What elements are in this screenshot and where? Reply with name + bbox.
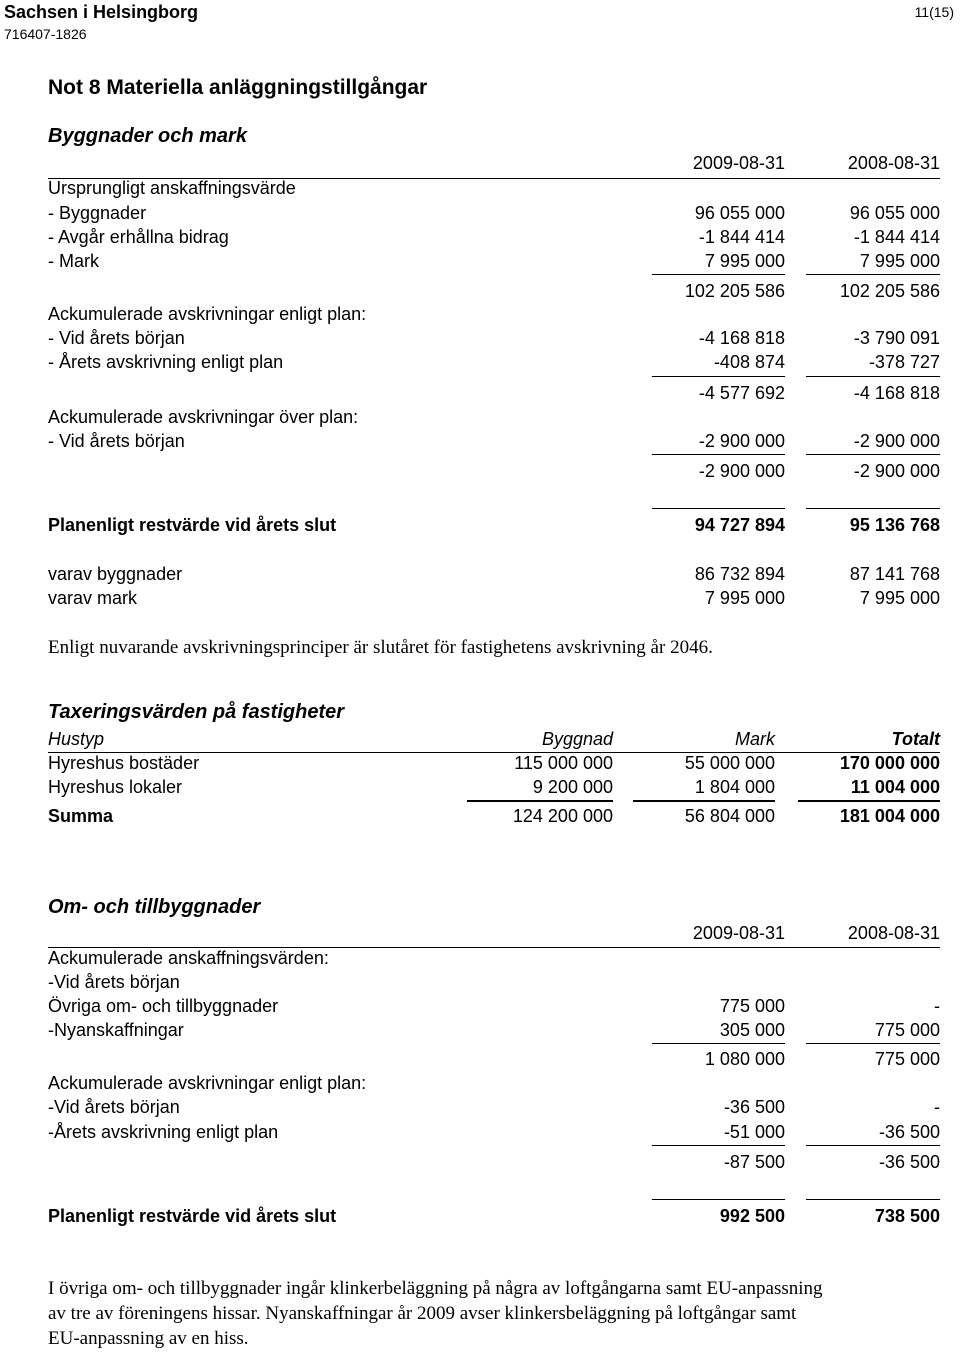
extensions-note-line: I övriga om- och tillbyggnader ingår klinkerbeläggning på några av loftgångarna samt EU-anpassning bbox=[48, 1278, 823, 1299]
table-row: Ackumulerade anskaffningsvärden: bbox=[48, 948, 329, 968]
table-row: - Mark 7 995 000 7 995 000 bbox=[48, 251, 940, 271]
table-row: - Årets avskrivning enligt plan -408 874 -378 727 bbox=[48, 352, 940, 372]
subtotal-rule bbox=[806, 1145, 940, 1146]
extensions-note-line: EU-anpassning av en hiss. bbox=[48, 1328, 249, 1349]
sum-rule bbox=[798, 800, 940, 802]
table-row: -Årets avskrivning enligt plan -51 000 -36 500 bbox=[48, 1122, 940, 1142]
col-header-2009: 2009-08-31 bbox=[692, 923, 785, 943]
subtotal-rule bbox=[652, 376, 785, 377]
depreciation-note: Enligt nuvarande avskrivningsprinciper är slutåret för fastighetens avskrivning år 2046. bbox=[48, 637, 713, 658]
total-rule bbox=[806, 1199, 940, 1200]
table-row: Ackumulerade avskrivningar enligt plan: bbox=[48, 1073, 367, 1093]
table-row: -Vid årets början -36 500 - bbox=[48, 1097, 940, 1117]
sum-rule bbox=[633, 800, 775, 802]
extensions-note-line: av tre av föreningens hissar. Nyanskaffningar år 2009 avser klinkersbeläggning på loftgångar samt bbox=[48, 1303, 797, 1324]
total-row: Planenligt restvärde vid årets slut 992 500 738 500 bbox=[48, 1206, 940, 1226]
tax-header-row: Hustyp Byggnad Mark Totalt bbox=[48, 729, 940, 749]
table-row: -Nyanskaffningar 305 000 775 000 bbox=[48, 1020, 940, 1040]
subtotal-row: 1 080 000 775 000 bbox=[704, 1049, 940, 1069]
sum-row: Summa 124 200 000 56 804 000 181 004 000 bbox=[48, 806, 940, 826]
total-rule bbox=[652, 508, 785, 509]
subtotal-row: -87 500 -36 500 bbox=[723, 1152, 940, 1172]
subtotal-rule bbox=[652, 454, 785, 455]
total-row: Planenligt restvärde vid årets slut 94 727 894 95 136 768 bbox=[48, 515, 940, 535]
subtotal-rule bbox=[806, 1043, 940, 1044]
subtotal-row: -2 900 000 -2 900 000 bbox=[698, 461, 940, 481]
total-rule bbox=[652, 1199, 785, 1200]
table-row: - Avgår erhållna bidrag -1 844 414 -1 844 414 bbox=[48, 227, 940, 247]
table-row: - Vid årets början -4 168 818 -3 790 091 bbox=[48, 328, 940, 348]
section-title-buildings-land: Byggnader och mark bbox=[48, 125, 247, 147]
table-row: -Vid årets början bbox=[48, 972, 180, 992]
col-header-2009: 2009-08-31 bbox=[692, 153, 785, 173]
col-header-2008: 2008-08-31 bbox=[847, 153, 940, 173]
page-number: 11(15) bbox=[914, 4, 954, 20]
subtotal-rule bbox=[652, 274, 785, 275]
table-row: varav byggnader 86 732 894 87 141 768 bbox=[48, 564, 940, 584]
table-row: - Vid årets början -2 900 000 -2 900 000 bbox=[48, 431, 940, 451]
subtotal-rule bbox=[806, 454, 940, 455]
subtotal-row: -4 577 692 -4 168 818 bbox=[698, 383, 940, 403]
sum-rule bbox=[467, 800, 613, 802]
total-rule bbox=[806, 508, 940, 509]
subtotal-rule bbox=[652, 1145, 785, 1146]
table-row: Hyreshus bostäder 115 000 000 55 000 000 170 000 000 bbox=[48, 753, 940, 773]
column-headers bbox=[48, 922, 940, 946]
subtotal-rule bbox=[652, 1043, 785, 1044]
table-row: Ackumulerade avskrivningar över plan: bbox=[48, 407, 359, 427]
subtotal-rule bbox=[806, 274, 940, 275]
section-title-extensions: Om- och tillbyggnader bbox=[48, 896, 261, 918]
table-row: Ursprungligt anskaffningsvärde bbox=[48, 178, 296, 198]
note-title: Not 8 Materiella anläggningstillgångar bbox=[48, 76, 428, 99]
section-title-tax-values: Taxeringsvärden på fastigheter bbox=[48, 701, 345, 723]
table-row: Ackumulerade avskrivningar enligt plan: bbox=[48, 304, 367, 324]
organization-name: Sachsen i Helsingborg bbox=[4, 2, 199, 22]
table-row: varav mark 7 995 000 7 995 000 bbox=[48, 588, 940, 608]
subtotal-row: 102 205 586 102 205 586 bbox=[684, 281, 940, 301]
organization-number: 716407-1826 bbox=[4, 26, 87, 42]
column-headers bbox=[48, 152, 940, 176]
subtotal-rule bbox=[806, 376, 940, 377]
col-header-2008: 2008-08-31 bbox=[847, 923, 940, 943]
table-row: - Byggnader 96 055 000 96 055 000 bbox=[48, 203, 940, 223]
table-row: Hyreshus lokaler 9 200 000 1 804 000 11 004 000 bbox=[48, 777, 940, 797]
table-row: Övriga om- och tillbyggnader 775 000 - bbox=[48, 996, 940, 1016]
